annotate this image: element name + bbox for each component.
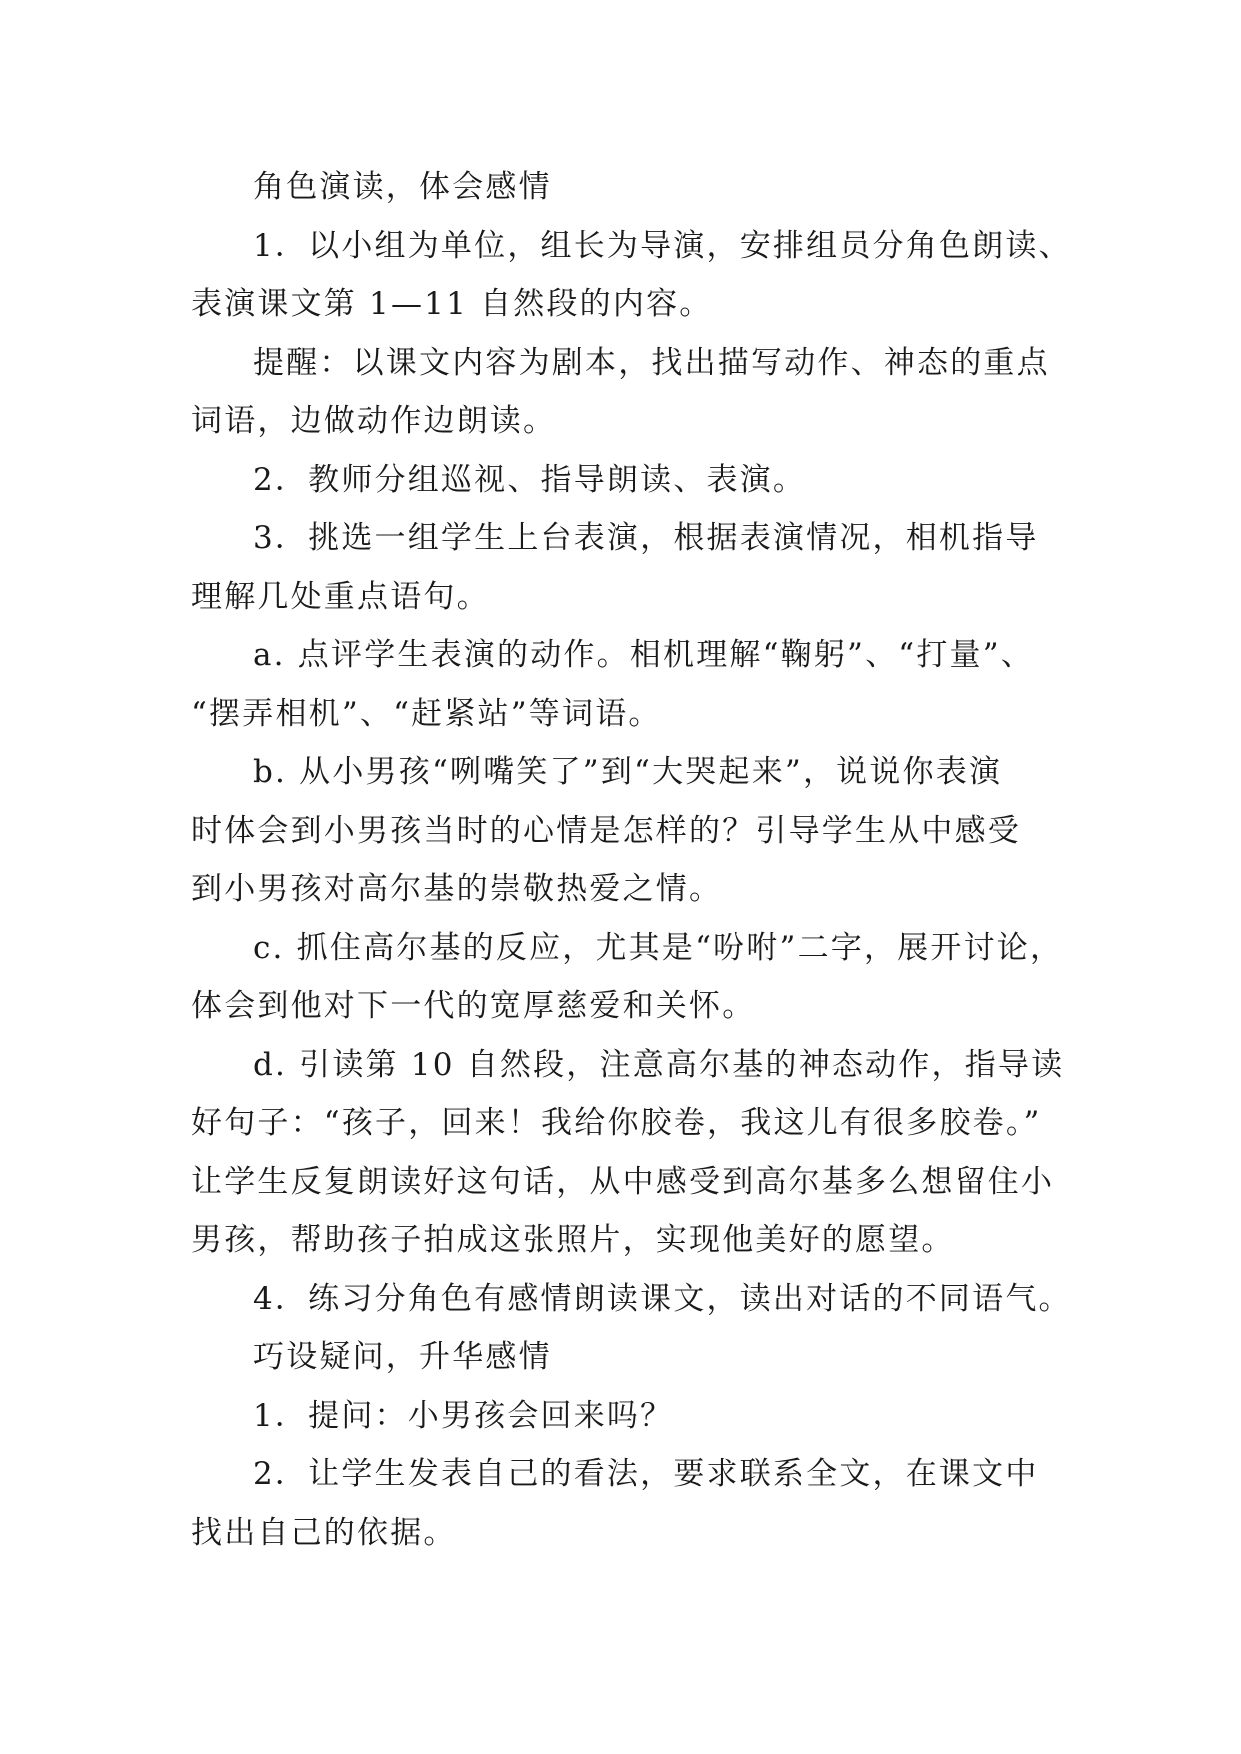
section-heading: 巧设疑问，升华感情	[253, 1339, 552, 1375]
paragraph-line: 3．挑选一组学生上台表演，根据表演情况，相机指导	[253, 520, 1039, 556]
paragraph-line: 1．以小组为单位，组长为导演，安排组员分角色朗读、	[253, 227, 1072, 264]
paragraph-line: 男孩，帮助孩子拍成这张照片，实现他美好的愿望。	[191, 1222, 955, 1258]
paragraph-line: 词语，边做动作边朗读。	[191, 403, 557, 439]
paragraph-line: 提醒：以课文内容为剧本，找出描写动作、神态的重点	[253, 344, 1050, 381]
paragraph-line: 表演课文第 1—11 自然段的内容。	[191, 286, 713, 322]
paragraph-line: 让学生反复朗读好这句话，从中感受到高尔基多么想留住小	[191, 1163, 1055, 1200]
document-body	[191, 158, 1072, 1562]
paragraph-line: 4．练习分角色有感情朗读课文，读出对话的不同语气。	[253, 1280, 1072, 1317]
paragraph-line: a. 点评学生表演的动作。相机理解“鞠躬”、“打量”、	[253, 637, 1034, 673]
section-heading: 角色演读，体会感情	[253, 169, 552, 205]
paragraph-line: 时体会到小男孩当时的心情是怎样的？引导学生从中感受	[191, 812, 1021, 849]
paragraph-line: d. 引读第 10 自然段，注意高尔基的神态动作，指导读	[253, 1046, 1065, 1083]
paragraph-line: 体会到他对下一代的宽厚慈爱和关怀。	[191, 988, 756, 1024]
paragraph-line: “摆弄相机”、“赶紧站”等词语。	[191, 695, 662, 732]
paragraph-line: c. 抓住高尔基的反应，尤其是“吩咐”二字，展开讨论，	[253, 929, 1064, 966]
paragraph-line: 2．让学生发表自己的看法，要求联系全文，在课文中	[253, 1456, 1039, 1492]
paragraph-line: 好句子：“孩子，回来！我给你胶卷，我这儿有很多胶卷。”	[191, 1105, 1042, 1141]
paragraph-line: 理解几处重点语句。	[191, 578, 490, 615]
paragraph-line: 到小男孩对高尔基的崇敬热爱之情。	[191, 871, 723, 907]
paragraph-line: 找出自己的依据。	[191, 1514, 457, 1551]
paragraph-line: 1．提问：小男孩会回来吗？	[253, 1397, 674, 1434]
paragraph-line: b. 从小男孩“咧嘴笑了”到“大哭起来”，说说你表演	[253, 754, 1003, 790]
paragraph-line: 2．教师分组巡视、指导朗读、表演。	[253, 461, 807, 498]
